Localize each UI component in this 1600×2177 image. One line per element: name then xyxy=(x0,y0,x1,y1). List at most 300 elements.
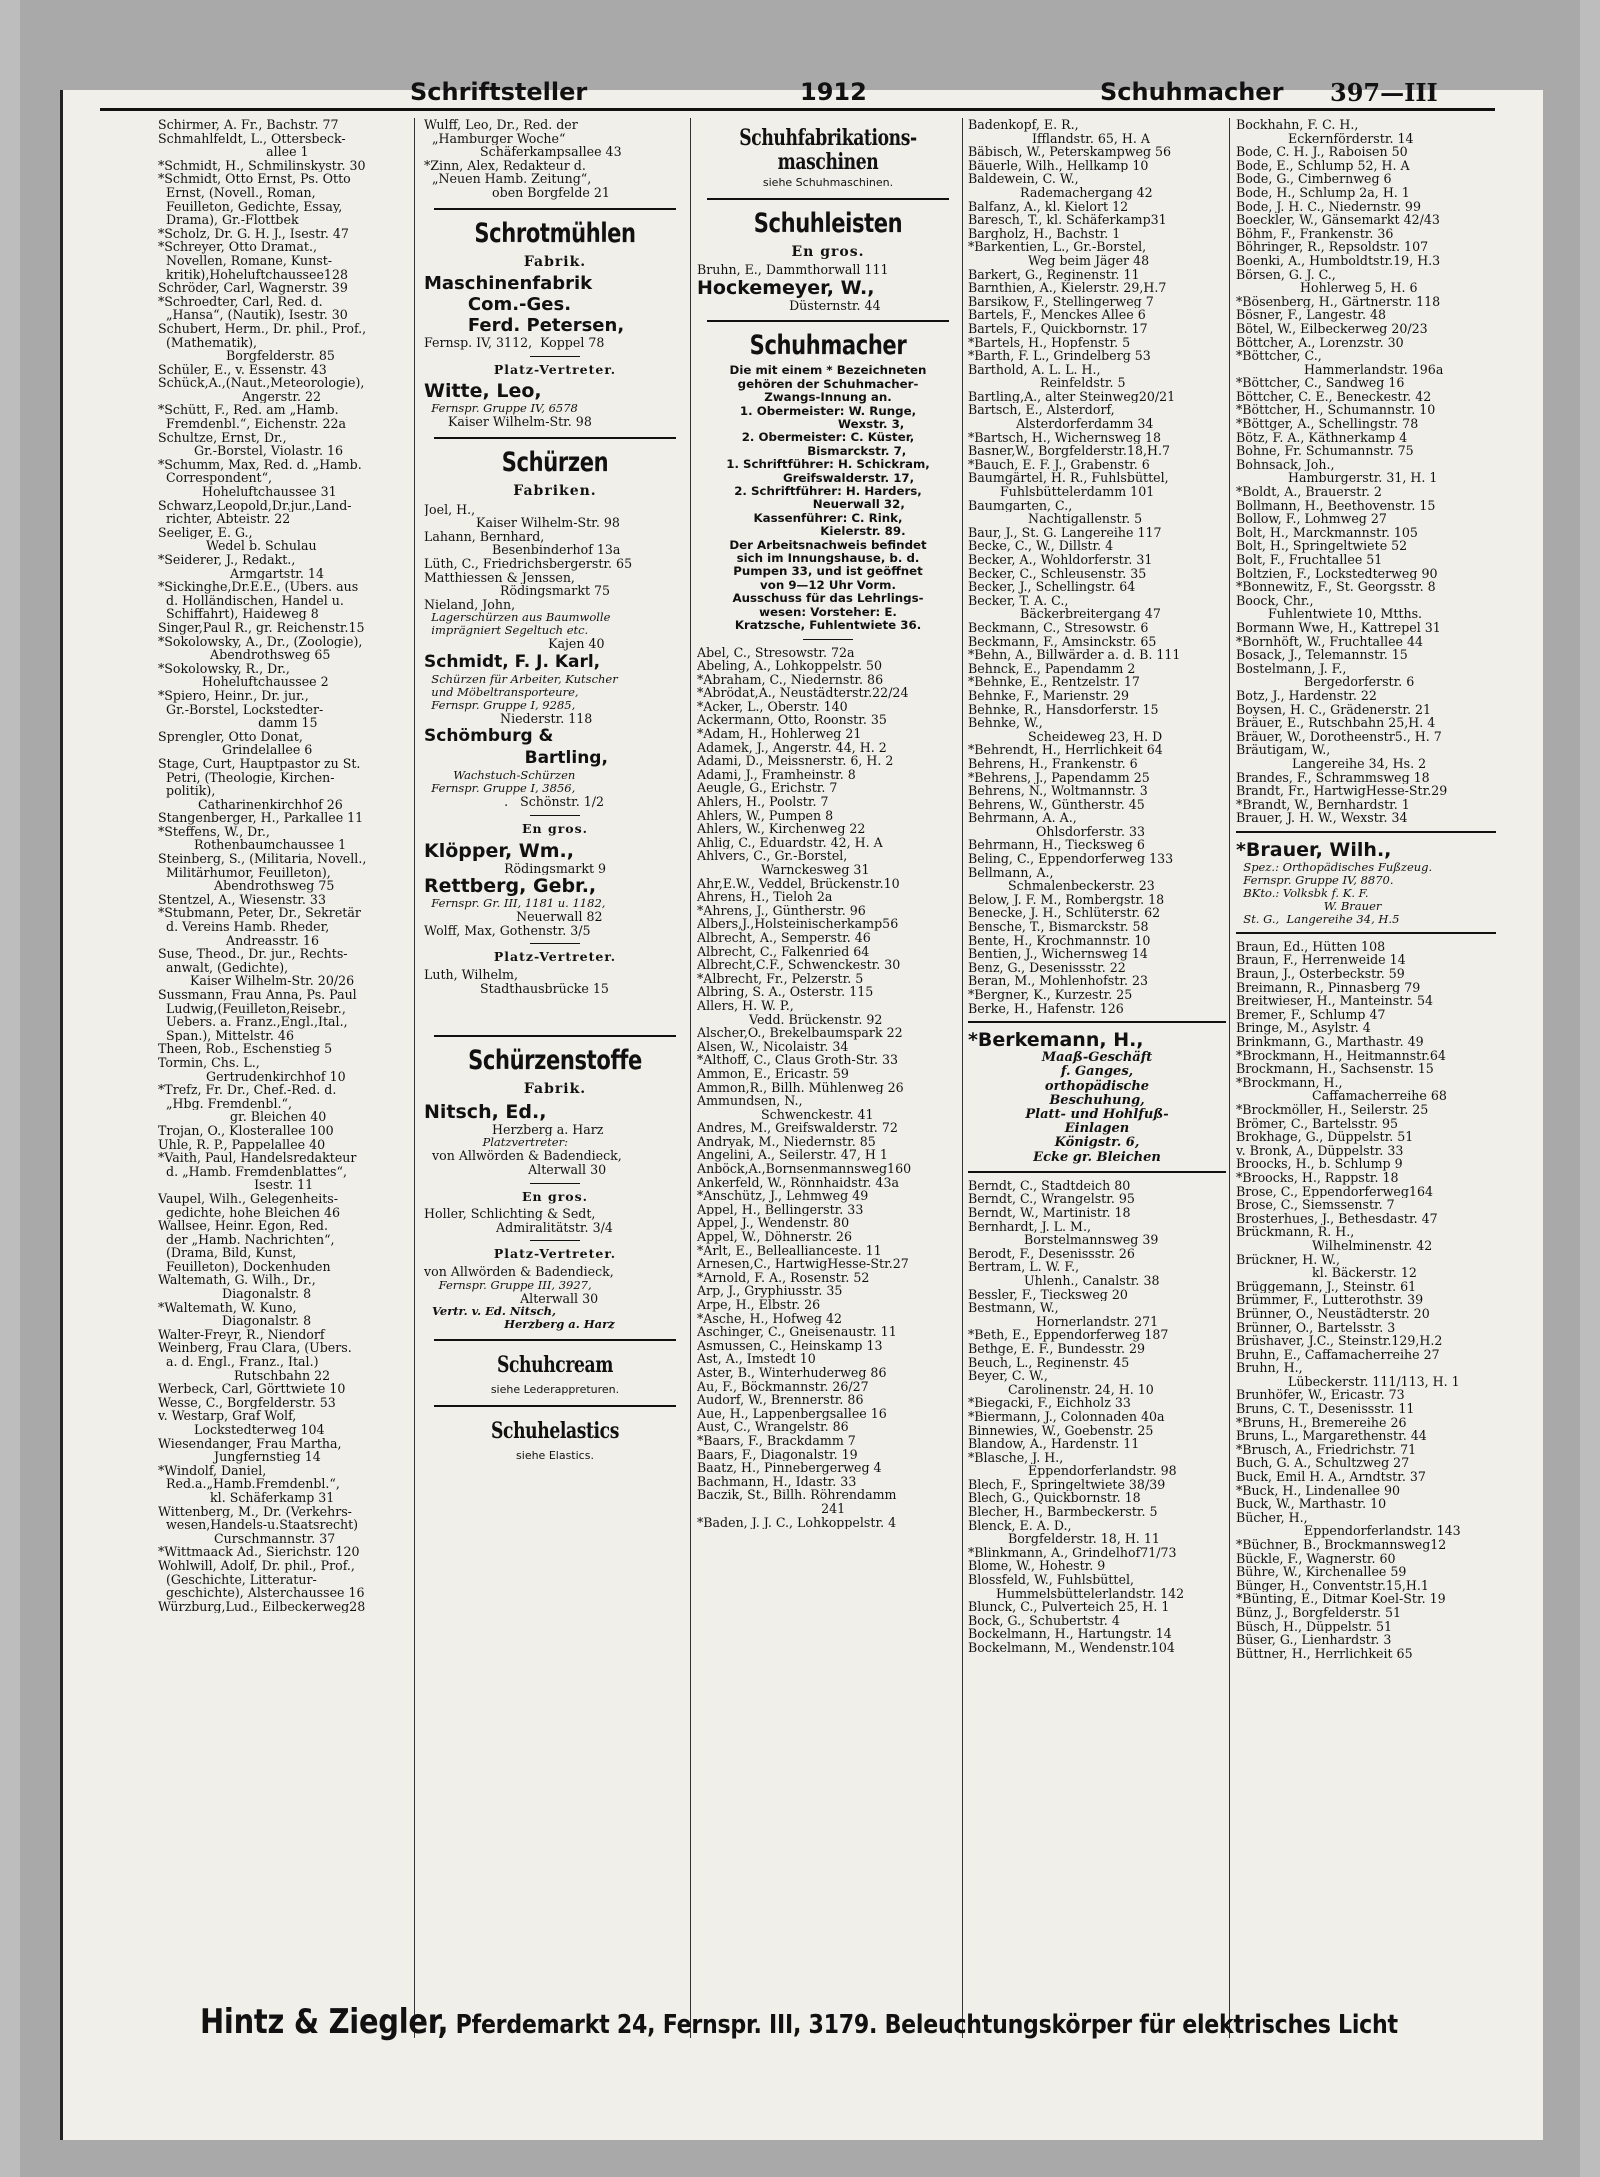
ad-text: Maaß-Geschäft f. Ganges, orthopädische Beschuhung, Platt- und Hohlfuß- Einlagen Königstr. 6, Ecke gr. Bleichen xyxy=(1025,1050,1169,1165)
list-item: Brokhage, G., Düppelstr. 51 xyxy=(1236,1130,1414,1144)
list-item: *Bergner, K., Kurzestr. 25 xyxy=(968,988,1133,1002)
list-item: Bräuer, E., Rutschbahn 25,H. 4 xyxy=(1236,716,1436,730)
list-item: „Hbg. Fremdenbl.“, xyxy=(158,1096,292,1111)
list-item: Alsterdorferdamm 34 xyxy=(968,417,1154,431)
column-4 xyxy=(968,118,1226,2028)
see-reference: siehe Elastics. xyxy=(516,1448,594,1462)
list-item: Feuilleton), Dockenhuden xyxy=(158,1259,331,1274)
list-item: Behrens, N., Woltmannstr. 3 xyxy=(968,784,1148,798)
list-item: *Boldt, A., Brauerstr. 2 xyxy=(1236,485,1382,499)
list-item: Behrens, H., Frankenstr. 6 xyxy=(968,756,1138,771)
list-item: Buch, G. A., Schultzweg 27 xyxy=(1236,1456,1410,1471)
firm-address: . Schönstr. 1/2 xyxy=(424,795,604,810)
list-item: Albrecht, C., Falkenried 64 xyxy=(697,944,870,959)
firm-name: Nitsch, Ed., xyxy=(424,1100,547,1123)
list-item: Adami, J., Framheinstr. 8 xyxy=(697,767,856,782)
list-item: Blecher, H., Barmbeckerstr. 5 xyxy=(968,1505,1158,1519)
list-item: Brandt, Fr., HartwigHesse-Str.29 xyxy=(1236,784,1448,798)
list-item: Bellmann, A., xyxy=(968,865,1054,880)
list-item: Bartling,A., alter Steinweg20/21 xyxy=(968,389,1176,404)
list-item: Holler, Schlichting & Sedt, Admiralitätstr. 3/4 xyxy=(424,1207,613,1235)
list-item: Ernst, (Novell., Roman, xyxy=(158,185,316,200)
list-item: Eppendorferlandstr. 143 xyxy=(1236,1524,1461,1538)
list-item: Schäferkampsallee 43 xyxy=(424,145,622,159)
header-rule xyxy=(100,108,1495,111)
list-item: Diagonalstr. 8 xyxy=(158,1314,312,1328)
list-item: Bösner, F., Langestr. 48 xyxy=(1236,308,1386,322)
list-item: Büser, G., Lienhardstr. 3 xyxy=(1236,1633,1392,1647)
list-item: Böttcher, A., Lorenzstr. 30 xyxy=(1236,335,1404,350)
list-item: Rödingsmarkt 75 xyxy=(424,584,611,598)
list-item: Bock, G., Schubertstr. 4 xyxy=(968,1613,1120,1628)
column-1 xyxy=(158,118,410,2028)
list-item: wesen,Handels-u.Staatsrecht) xyxy=(158,1518,359,1532)
list-item: *Bauch, E. F. J., Grabenstr. 6 xyxy=(968,457,1150,472)
list-item: Appel, H., Bellingerstr. 33 xyxy=(697,1202,864,1217)
list-item: Beyer, C. W., xyxy=(968,1369,1048,1383)
list-item: Sprengler, Otto Donat, xyxy=(158,729,303,744)
list-item: Asmussen, C., Heinskamp 13 xyxy=(697,1338,883,1353)
list-item: geschichte), Alsterchaussee 16 xyxy=(158,1586,365,1600)
list-item: *Vaith, Paul, Handelsredakteur xyxy=(158,1151,357,1165)
list-item: d. Vereins Hamb. Rheder, xyxy=(158,920,330,934)
list-item: *Brandt, W., Bernhardstr. 1 xyxy=(1236,797,1410,812)
list-item: Ahr,E.W., Veddel, Brückenstr.10 xyxy=(697,876,900,891)
list-item: *Biegacki, F., Eichholz 33 xyxy=(968,1396,1131,1410)
list-item: Behrmann, A. A., xyxy=(968,811,1077,825)
column-5 xyxy=(1236,118,1496,2028)
list-item: Schirmer, A. Fr., Bachstr. 77 xyxy=(158,118,339,132)
list-item: Binnewies, W., Goebenstr. 25 xyxy=(968,1423,1154,1438)
list-item: Bünz, J., Borgfelderstr. 51 xyxy=(1236,1605,1401,1620)
list-item: *Broocks, H., Rappstr. 18 xyxy=(1236,1170,1399,1185)
section-heading xyxy=(424,1045,686,1077)
list-item: Bräutigam, W., xyxy=(1236,743,1331,757)
list-item: Fuhlsbüttelerdamm 101 xyxy=(968,485,1155,499)
list-item: Nieland, John, xyxy=(424,597,516,612)
list-item: Nachtigallenstr. 5 xyxy=(968,512,1143,526)
list-item: Brunhöfer, W., Ericastr. 73 xyxy=(1236,1388,1405,1403)
list-item: Red.a.„Hamb.Fremdenbl.“, xyxy=(158,1477,340,1491)
list-item: Theen, Rob., Eschenstieg 5 xyxy=(158,1042,333,1056)
list-item: *Bösenberg, H., Gärtnerstr. 118 xyxy=(1236,294,1441,309)
firm-address: Kajen 40 xyxy=(424,637,605,651)
section-rule xyxy=(968,1171,1226,1173)
list-item: (Mathematik), xyxy=(158,335,258,350)
list-item: Hamburgerstr. 31, H. 1 xyxy=(1236,471,1438,486)
list-item: *Adam, H., Hohlerweg 21 xyxy=(697,727,862,741)
list-item: Diagonalstr. 8 xyxy=(158,1287,312,1301)
list-item: Bückle, F., Wagnerstr. 60 xyxy=(1236,1551,1396,1566)
firm-address: Stadthausbrücke 15 xyxy=(424,981,609,996)
list-item: Bohnsack, Joh., xyxy=(1236,457,1335,472)
list-item: Rutschbahn 22 xyxy=(158,1368,331,1383)
list-item: Brümmer, F., Lutterothstr. 39 xyxy=(1236,1293,1424,1307)
list-item: kl. Schäferkamp 31 xyxy=(158,1490,335,1505)
list-item: Behnke, F., Marienstr. 29 xyxy=(968,688,1130,703)
list-item: politik), xyxy=(158,784,216,798)
list-item: Bräuer, W., Dorotheenstr5., H. 7 xyxy=(1236,729,1442,744)
list-item: Buck, W., Marthastr. 10 xyxy=(1236,1497,1387,1511)
list-item: Wedel b. Schulau xyxy=(158,539,317,553)
list-item: Ammon, E., Ericastr. 59 xyxy=(697,1066,849,1081)
list-item: Becker, T. A. C., xyxy=(968,593,1069,608)
list-item: *Waltemath, W. Kuno, xyxy=(158,1300,297,1315)
list-item: Abeling, A., Lohkoppelstr. 50 xyxy=(697,659,883,673)
list-item: Becker, J., Schellingstr. 64 xyxy=(968,580,1136,594)
list-item: (Drama, Bild, Kunst, xyxy=(158,1246,297,1260)
list-item: Bäuerle, Wilh., Hellkamp 10 xyxy=(968,158,1149,173)
list-item: Brückmann, R. H., xyxy=(1236,1225,1355,1239)
list-item: Bormann Wwe, H., Kattrepel 31 xyxy=(1236,620,1441,635)
list-item: 241 xyxy=(697,1501,846,1516)
list-item: Allers, H. W. P., xyxy=(697,998,794,1013)
list-item: Bode, C. H. J., Raboisen 50 xyxy=(1236,145,1408,159)
list-item: Aust, C., Wrangelstr. 86 xyxy=(697,1420,849,1434)
list-item: Bartels, F., Menckes Allee 6 xyxy=(968,308,1146,322)
list-item: Wohlwill, Adolf, Dr. phil., Prof., xyxy=(158,1558,355,1573)
list-item: Uhlenh., Canalstr. 38 xyxy=(968,1273,1160,1288)
list-item: Brose, C., Eppendorferweg164 xyxy=(1236,1184,1433,1199)
list-item: Baczik, St., Billh. Röhrendamm xyxy=(697,1488,897,1502)
list-item: *Spiero, Heinr., Dr. jur., xyxy=(158,688,309,703)
list-item: Wiesendanger, Frau Martha, xyxy=(158,1436,342,1451)
list-item: Armgartstr. 14 xyxy=(158,566,324,581)
section-title-schrotmuehlen: Schrotmühlen xyxy=(474,217,636,249)
list-item: Bruns, L., Margarethenstr. 44 xyxy=(1236,1429,1427,1443)
section-subtitle: Fabriken. xyxy=(513,482,597,499)
list-item: *Zinn, Alex, Redakteur d. xyxy=(424,158,586,173)
header-page-number: 397—III xyxy=(1330,78,1438,107)
header-year: 1912 xyxy=(800,78,867,106)
list-item: Basner,W., Borgfelderstr.18,H.7 xyxy=(968,444,1170,458)
list-item: Beling, C., Eppendorferweg 133 xyxy=(968,852,1174,866)
list-item: Novellen, Romane, Kunst- xyxy=(158,253,333,268)
section-title-schuhleisten: Schuhleisten xyxy=(753,207,903,239)
list-item: *Sokolowsky, R., Dr., xyxy=(158,661,290,676)
list-item: *Schütt, F., Red. am „Hamb. xyxy=(158,403,339,418)
list-item: Baldewein, C. W., xyxy=(968,172,1079,186)
list-item: Tormin, Chs. L., xyxy=(158,1055,260,1070)
column-divider xyxy=(1229,118,1230,2038)
list-item: Aster, B., Winterhuderweg 86 xyxy=(697,1365,887,1380)
list-item: Bolt, F., Fruchtallee 51 xyxy=(1236,553,1383,567)
firm-name: Hockemeyer, W., xyxy=(697,276,875,299)
list-item: Lübeckerstr. 111/113, H. 1 xyxy=(1236,1374,1460,1389)
list-item: Andryak, M., Niedernstr. 85 xyxy=(697,1134,876,1149)
list-item: Ahlig, C., Eduardstr. 42, H. A xyxy=(697,835,883,850)
list-item: Schwarz,Leopold,Dr.jur.,Land- xyxy=(158,498,352,513)
list-item: Blunck, C., Pulverteich 25, H. 1 xyxy=(968,1600,1170,1614)
list-item: Adamek, J., Angerstr. 44, H. 2 xyxy=(697,740,887,755)
firm-name: Schömburg & Bartling, xyxy=(424,726,608,769)
list-item: Boenki, A., Humboldtstr.19, H.3 xyxy=(1236,253,1441,268)
en-gros-heading: En gros. xyxy=(521,821,589,837)
list-item: Hohlerweg 5, H. 6 xyxy=(1236,281,1418,295)
list-item: Blech, G., Quickbornstr. 18 xyxy=(968,1491,1141,1506)
firm-address: von Allwörden & Badendieck, Alterwall 30 xyxy=(432,1149,622,1177)
list-item: Stangenberger, H., Parkallee 11 xyxy=(158,811,364,825)
list-item: Becke, C., W., Dillstr. 4 xyxy=(968,539,1114,553)
list-item: Angelini, A., Seilerstr. 47, H 1 xyxy=(697,1148,888,1163)
firm-address: Alterwall 30 xyxy=(424,1291,599,1306)
list-item: d. „Hamb. Fremdenblattes“, xyxy=(158,1164,347,1179)
list-item: Schultze, Ernst, Dr., xyxy=(158,430,287,445)
list-item: *Behnke, E., Rentzelstr. 17 xyxy=(968,675,1140,689)
list-item: Span.), Mittelstr. 46 xyxy=(158,1028,294,1043)
list-item: Steinberg, S., (Militaria, Novell., xyxy=(158,852,367,866)
list-item: Bühre, W., Kirchenallee 59 xyxy=(1236,1565,1407,1579)
firm-address: Herzberg a. Harz xyxy=(424,1122,604,1137)
section-heading xyxy=(424,447,686,479)
list-item: kl. Bäckerstr. 12 xyxy=(1236,1266,1417,1280)
list-item: Borstelmannsweg 39 xyxy=(968,1233,1159,1247)
section-rule xyxy=(968,1021,1226,1023)
list-item: Singer,Paul R., gr. Reichenstr.15 xyxy=(158,620,365,635)
section-heading xyxy=(424,1349,686,1381)
guild-notice: Die mit einem * Bezeichneten gehören der Schuhmacher- Zwangs-Innung an. 1. Obermeister: W. Runge, Wexstr. 3, 2. Obermeister: C. Küster, Bismarckstr. 7, 1. Schriftführer: H. Schickram, Greifswalderstr. 17, 2. Schriftführer: H. Harders, Neuerwall 32, Kassenführer: C. Rink, Kielerstr. 89. Der Arbeitsnachweis befindet sich im Innungshause, b. d. Pumpen 33, und ist geöffnet von 9—12 Uhr Vorm. Ausschuss für das Lehrlings- wesen: Vorsteher: E. Kratzsche, Fuhlentwiete 36. xyxy=(726,363,930,633)
list-item: Aeugle, G., Erichstr. 7 xyxy=(697,781,838,796)
section-title-schuerzen: Schürzen xyxy=(501,446,609,478)
list-item: Baresch, T., kl. Schäferkamp31 xyxy=(968,213,1167,227)
list-item: Bethge, E. F., Bundesstr. 29 xyxy=(968,1341,1146,1356)
list-item: Bentien, J., Wichernsweg 14 xyxy=(968,947,1148,961)
list-item: Eppendorferlandstr. 98 xyxy=(968,1464,1177,1478)
small-rule xyxy=(530,815,580,816)
column-divider xyxy=(414,118,415,2038)
list-item: (Geschichte, Litteratur- xyxy=(158,1572,317,1587)
list-item: Böhm, F., Frankenstr. 36 xyxy=(1236,226,1394,241)
list-item: Ahlvers, C., Gr.-Borstel, xyxy=(697,849,848,863)
list-item: *Ahrens, J., Güntherstr. 96 xyxy=(697,903,866,918)
list-item: Bode, H., Schlump 2a, H. 1 xyxy=(1236,185,1410,200)
list-item: Gr.-Borstel, Violastr. 16 xyxy=(158,444,344,458)
list-item: Berndt, C., Stadtdeich 80 xyxy=(968,1178,1131,1193)
firm-name: Schmidt, F. J. Karl, xyxy=(424,651,601,672)
list-item: *Seiderer, J., Redakt., xyxy=(158,553,296,567)
list-item: Bünger, H., Conventstr.15,H.1 xyxy=(1236,1578,1429,1593)
list-item: Bockelmann, H., Hartungstr. 14 xyxy=(968,1627,1172,1641)
list-item: Bollmann, H., Beethovenstr. 15 xyxy=(1236,498,1436,513)
small-rule xyxy=(530,943,580,944)
list-item: Reinfeldstr. 5 xyxy=(968,376,1126,390)
list-item: *Behrendt, H., Herrlichkeit 64 xyxy=(968,743,1163,757)
list-item: Suse, Theod., Dr. jur., Rechts- xyxy=(158,947,348,961)
list-item: Boock, Chr., xyxy=(1236,593,1314,608)
list-item: *Albrecht, Fr., Pelzerstr. 5 xyxy=(697,971,864,986)
section-title-schuhmacher: Schuhmacher xyxy=(749,330,907,362)
list-item: Drama), Gr.-Flottbek xyxy=(158,213,299,227)
section-subtitle: Fabrik. xyxy=(523,253,587,270)
section-title-schuerzenstoffe: Schürzenstoffe xyxy=(468,1045,642,1077)
list-item: Langereihe 34, Hs. 2 xyxy=(1236,756,1427,771)
list-item: Schröder, Carl, Wagnerstr. 39 xyxy=(158,281,348,295)
list-item: Albrecht, A., Semperstr. 46 xyxy=(697,930,871,945)
list-item: Matthiessen & Jenssen, xyxy=(424,570,575,585)
list-item: Gr.-Borstel, Lockstedter- xyxy=(158,702,324,717)
list-item: *Arnold, F. A., Rosenstr. 52 xyxy=(697,1270,870,1285)
list-item: Barnthien, A., Kielerstr. 29,H.7 xyxy=(968,281,1167,295)
list-item: Ahrens, H., Tieloh 2a xyxy=(697,890,833,904)
list-item: Behnke, R., Hansdorferstr. 15 xyxy=(968,702,1159,717)
list-item: Carolinenstr. 24, H. 10 xyxy=(968,1382,1154,1397)
list-item: Besenbinderhof 13a xyxy=(424,543,621,557)
column-divider xyxy=(962,118,963,2038)
list-item: Angerstr. 22 xyxy=(158,389,321,404)
list-item: Brauer, J. H. W., Wexstr. 34 xyxy=(1236,811,1408,825)
list-item: *Schmidt, H., Schmilinskystr. 30 xyxy=(158,158,366,173)
list-item: *Bornhöft, W., Fruchtallee 44 xyxy=(1236,634,1424,649)
list-item: anwalt, (Gedichte), xyxy=(158,960,289,975)
list-item: Adami, D., Meissnerstr. 6, H. 2 xyxy=(697,754,894,768)
list-item: Bötz, F. A., Käthnerkamp 4 xyxy=(1236,430,1408,445)
section-rule xyxy=(1236,831,1496,833)
list-item: Warnckesweg 31 xyxy=(697,863,870,877)
list-item: *Büchner, B., Brockmannsweg12 xyxy=(1236,1538,1447,1552)
list-item: Beran, M., Mohlenhofstr. 23 xyxy=(968,974,1148,988)
list-item: Eckernförderstr. 14 xyxy=(1236,131,1414,146)
list-item: Brose, C., Siemssenstr. 7 xyxy=(1236,1198,1395,1212)
list-item: *Böttger, A., Schellingstr. 78 xyxy=(1236,417,1419,431)
list-item: Abel, C., Stresowstr. 72a xyxy=(697,645,855,660)
firm-phone: Fernspr. Gruppe IV, 6578 xyxy=(424,401,578,416)
list-item: Bode, J. H. C., Niedernstr. 99 xyxy=(1236,199,1421,214)
list-item: *Barkentien, L., Gr.-Borstel, xyxy=(968,240,1147,254)
list-item: Vedd. Brückenstr. 92 xyxy=(697,1012,883,1027)
list-item: Wittenberg, M., Dr. (Verkehrs- xyxy=(158,1504,352,1519)
section-rule xyxy=(707,198,949,200)
list-item: Hummelsbüttelerlandstr. 142 xyxy=(968,1586,1185,1601)
list-item: *Baars, F., Brackdamm 7 xyxy=(697,1433,856,1448)
list-item: Bessler, F., Tiecksweg 20 xyxy=(968,1287,1128,1302)
ad-firm-name: *Berkemann, H., xyxy=(968,1029,1144,1052)
list-item: Below, J. F. M., Rombergstr. 18 xyxy=(968,892,1165,907)
list-item: Stage, Curt, Hauptpastor zu St. xyxy=(158,756,361,771)
section-heading xyxy=(697,330,959,362)
firm-note: Wachstuch-Schürzen Fernspr. Gruppe I, 3856, xyxy=(431,768,576,796)
list-item: Berke, H., Hafenstr. 126 xyxy=(968,1001,1124,1016)
list-item: Brünner, O., Neustädterstr. 20 xyxy=(1236,1306,1430,1321)
list-item: gr. Bleichen 40 xyxy=(158,1110,327,1124)
list-item: Lüth, C., Friedrichsbergerstr. 65 xyxy=(424,556,633,571)
list-item: Behrens, W., Güntherstr. 45 xyxy=(968,797,1145,812)
list-item: Wolff, Max, Gothenstr. 3/5 xyxy=(424,923,591,938)
list-item: *Bonnewitz, F., St. Georgsstr. 8 xyxy=(1236,580,1436,594)
running-header xyxy=(100,72,1490,112)
list-item: Bohne, Fr. Schumannstr. 75 xyxy=(1236,444,1414,458)
list-item: Schiffahrt), Haideweg 8 xyxy=(158,607,319,621)
list-item: Ankerfeld, W., Rönnhaidstr. 43a xyxy=(697,1175,899,1190)
list-item: Bücher, H., xyxy=(1236,1510,1308,1525)
list-item: Beckmann, F., Amsinckstr. 65 xyxy=(968,634,1157,649)
list-item: Jungfernstieg 14 xyxy=(158,1450,321,1464)
section-heading xyxy=(697,126,959,174)
list-item: Bergedorferstr. 6 xyxy=(1236,675,1415,689)
list-item: *Böttcher, C., Sandweg 16 xyxy=(1236,376,1405,390)
list-item: Bockhahn, F. C. H., xyxy=(1236,118,1359,132)
list-item: a. d. Engl., Franz., Ital.) xyxy=(158,1355,319,1369)
list-item: Hoheluftchaussee 31 xyxy=(158,485,337,499)
list-item: von Allwörden & Badendieck, xyxy=(424,1264,614,1279)
list-item: Brinkmann, G., Marthastr. 49 xyxy=(1236,1035,1424,1049)
list-item: *Scholz, Dr. G. H. J., Isestr. 47 xyxy=(158,226,349,241)
firm-address: Neuerwall 82 xyxy=(424,910,603,924)
firm-phone: Fernspr. Gr. III, 1181 u. 1182, xyxy=(424,896,606,911)
section-rule xyxy=(707,320,949,322)
en-gros-heading: En gros. xyxy=(521,1188,589,1204)
list-item: *Barth, F. L., Grindelberg 53 xyxy=(968,349,1151,363)
ad-text: Spez.: Orthopädisches Fußzeug. Fernspr. Gruppe IV, 8870. BKto.: Volksbk f. K. F. W. Brauer St. G., Langereihe 34, H.5 xyxy=(1243,859,1433,926)
list-item: *Sokolowsky, A., Dr., (Zoologie), xyxy=(158,634,363,649)
list-item: Ohlsdorferstr. 33 xyxy=(968,824,1145,839)
firm-phone: Fernspr. Gruppe III, 3927, xyxy=(424,1277,592,1292)
list-item: Weinberg, Frau Clara, (Übers. xyxy=(158,1341,352,1356)
list-item: gedichte, hohe Bleichen 46 xyxy=(158,1205,341,1220)
list-item: *Brockmann, H., xyxy=(1236,1075,1343,1090)
list-item: *Acker, L., Oberstr. 140 xyxy=(697,699,848,714)
list-item: *Brockmöller, H., Seilerstr. 25 xyxy=(1236,1103,1429,1117)
list-item: Arp, J., Gryphiusstr. 35 xyxy=(697,1284,843,1298)
list-item: Fremdenbl.“, Eichenstr. 22a xyxy=(158,417,346,431)
firm-name: Klöpper, Wm., xyxy=(424,839,574,862)
list-item: Baumgärtel, H. R., Fuhlsbüttel, xyxy=(968,471,1169,486)
list-item: *Sickinghe,Dr.E.E., (Übers. aus xyxy=(158,580,359,594)
list-item: Beckmann, C., Stresowstr. 6 xyxy=(968,620,1149,635)
list-item: *Beth, E., Eppendorferweg 187 xyxy=(968,1328,1169,1342)
list-item: Bremer, F., Schlump 47 xyxy=(1236,1007,1386,1022)
list-item: Balfanz, A., kl. Kielort 12 xyxy=(968,199,1129,214)
firm-name: Rettberg, Gebr., xyxy=(424,875,597,898)
list-item: Abendrothsweg 65 xyxy=(158,648,331,662)
list-item: Ammon,R., Billh. Mühlenweg 26 xyxy=(697,1080,904,1095)
list-item: Fuhlentwiete 10, Mtths. xyxy=(1236,607,1423,621)
list-item: Ifflandstr. 65, H. A xyxy=(968,131,1150,146)
list-item: Ammundsen, N., xyxy=(697,1094,803,1108)
list-item: Barsikow, F., Stellingerweg 7 xyxy=(968,294,1154,309)
list-item: Brosterhues, J., Bethesdastr. 47 xyxy=(1236,1211,1438,1226)
list-item: Catharinenkirchhof 26 xyxy=(158,797,343,812)
firm-address: Kaiser Wilhelm-Str. 98 xyxy=(424,415,592,429)
firm-note: Lagerschürzen aus Baumwolle imprägniert Segeltuch etc. xyxy=(431,610,611,638)
list-item: *Buck, H., Lindenallee 90 xyxy=(1236,1483,1400,1498)
list-item: richter, Abteistr. 22 xyxy=(158,512,291,526)
list-item: Arnesen,C., HartwigHesse-Str.27 xyxy=(697,1257,909,1271)
ad-firm-name: *Brauer, Wilh., xyxy=(1236,838,1392,861)
list-item: Blenck, E. A. D., xyxy=(968,1518,1072,1533)
list-item: Feuilleton, Gedichte, Essay, xyxy=(158,199,343,214)
list-item: Würzburg,Lud., Eilbeckerweg28 xyxy=(158,1599,366,1614)
list-item: Baur, J., St. G. Langereihe 117 xyxy=(968,525,1162,540)
platzvertreter-label: Platzvertreter: xyxy=(424,1135,568,1150)
list-item: Albring, S. A., Osterstr. 115 xyxy=(697,985,874,999)
see-reference: siehe Schuhmaschinen. xyxy=(762,176,894,189)
list-item: Breitwieser, H., Manteinstr. 54 xyxy=(1236,994,1433,1008)
list-item: Brünner, O., Bartelsstr. 3 xyxy=(1236,1320,1396,1335)
list-item: Joel, H., xyxy=(424,502,476,517)
list-item: Uhle, R. P., Pappelallee 40 xyxy=(158,1137,326,1152)
list-item: Brandes, F., Schrammsweg 18 xyxy=(1236,770,1430,785)
list-item: *Schumm, Max, Red. d. „Hamb. xyxy=(158,457,362,472)
section-heading xyxy=(424,1415,686,1447)
list-item: Andres, M., Greifswalderstr. 72 xyxy=(697,1121,898,1135)
list-item: Becker, A., Wohldorferstr. 31 xyxy=(968,553,1153,567)
list-item: Bostelmann, J. F., xyxy=(1236,661,1347,676)
list-item: *Abraham, C., Niedernstr. 86 xyxy=(697,672,884,687)
list-item: Buck, Emil H. A., Arndtstr. 37 xyxy=(1236,1470,1426,1484)
section-rule xyxy=(434,437,676,439)
list-item: Büttner, H., Herrlichkeit 65 xyxy=(1236,1646,1413,1661)
list-item: Boeckler, W., Gänsemarkt 42/43 xyxy=(1236,213,1440,227)
